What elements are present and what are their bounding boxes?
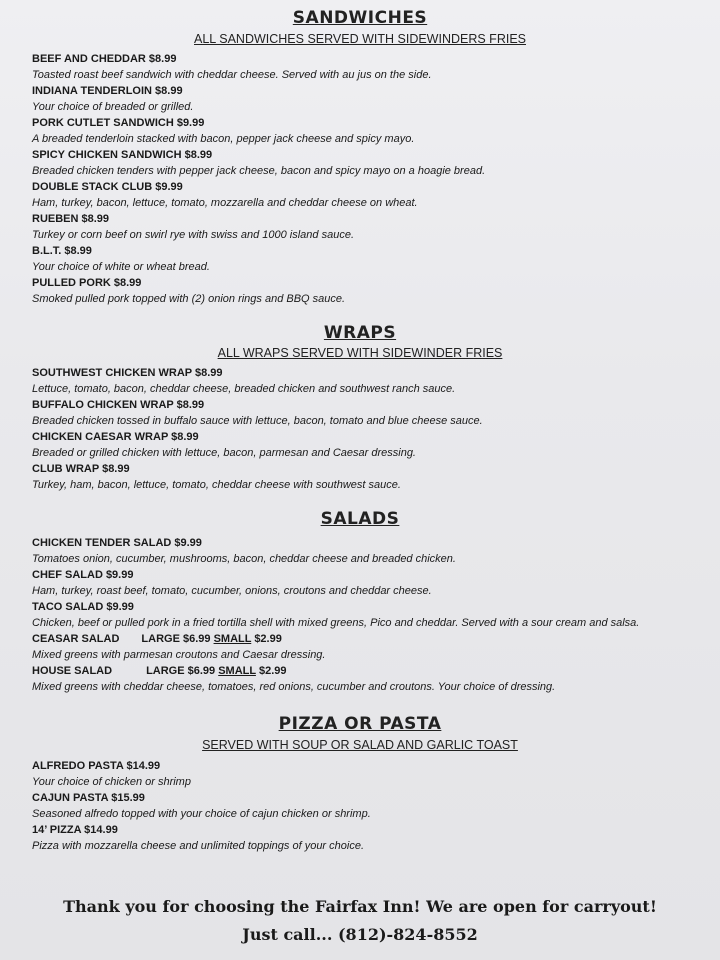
- item-name: DOUBLE STACK CLUB $9.99: [32, 181, 183, 193]
- large-price: LARGE $6.99: [141, 633, 211, 645]
- large-price: LARGE $6.99: [146, 665, 216, 677]
- item-description: Chicken, beef or pulled pork in a fried tortilla shell with mixed greens, Pico and cheddar. Served with a sour cream and salsa.: [32, 617, 640, 629]
- item-description: Ham, turkey, bacon, lettuce, tomato, mozzarella and cheddar cheese on wheat.: [32, 197, 418, 209]
- item-name: CAJUN PASTA $15.99: [32, 792, 145, 804]
- sandwiches-subtitle: ALL SANDWICHES SERVED WITH SIDEWINDERS FRIES: [194, 32, 526, 46]
- item-name: ALFREDO PASTA $14.99: [32, 760, 161, 772]
- item-name-row: [32, 663, 712, 679]
- item-name-row: [32, 631, 712, 647]
- item-name: SPICY CHICKEN SANDWICH $8.99: [32, 149, 213, 161]
- item-name: BEEF AND CHEDDAR $8.99: [32, 53, 177, 65]
- item-description: Breaded chicken tenders with pepper jack cheese, bacon and spicy mayo on a hoagie bread.: [32, 165, 486, 177]
- menu-item: [32, 179, 712, 211]
- item-name: CEASAR SALAD: [32, 633, 120, 645]
- item-description: Lettuce, tomato, bacon, cheddar cheese, breaded chicken and southwest ranch sauce.: [32, 383, 456, 395]
- pizza-subtitle: SERVED WITH SOUP OR SALAD AND GARLIC TOAST: [202, 738, 518, 752]
- item-description: Tomatoes onion, cucumber, mushrooms, bacon, cheddar cheese and breaded chicken.: [32, 553, 456, 565]
- menu-item: [32, 365, 712, 397]
- menu-item: [32, 147, 712, 179]
- menu-item: [32, 567, 712, 599]
- item-description: Turkey or corn beef on swirl rye with swiss and 1000 island sauce.: [32, 229, 354, 241]
- item-description: Your choice of white or wheat bread.: [32, 261, 210, 273]
- footer-thanks: Thank you for choosing the Fairfax Inn! We are open for carryout!: [63, 897, 657, 916]
- item-name: HOUSE SALAD: [32, 665, 113, 677]
- item-description: A breaded tenderloin stacked with bacon, pepper jack cheese and spicy mayo.: [32, 133, 415, 145]
- menu-item: [32, 822, 712, 854]
- wraps-title: WRAPS: [323, 323, 397, 343]
- item-description: Breaded or grilled chicken with lettuce, bacon, parmesan and Caesar dressing.: [32, 447, 416, 459]
- small-price: $2.99: [254, 633, 282, 645]
- menu-item: [32, 275, 712, 307]
- sandwiches-title: SANDWICHES: [292, 8, 428, 28]
- item-name: SOUTHWEST CHICKEN WRAP $8.99: [32, 367, 223, 379]
- menu-item: [32, 115, 712, 147]
- item-name: PULLED PORK $8.99: [32, 277, 142, 289]
- item-name: CHEF SALAD $9.99: [32, 569, 134, 581]
- menu-item: [32, 243, 712, 275]
- wraps-subtitle: ALL WRAPS SERVED WITH SIDEWINDER FRIES: [217, 346, 503, 360]
- pizza-title: PIZZA OR PASTA: [278, 714, 442, 734]
- item-name: CHICKEN TENDER SALAD $9.99: [32, 537, 202, 549]
- menu-item: [32, 397, 712, 429]
- item-description: Pizza with mozzarella cheese and unlimited toppings of your choice.: [32, 840, 365, 852]
- menu-item: [32, 535, 712, 567]
- item-name: CLUB WRAP $8.99: [32, 463, 130, 475]
- item-name: RUEBEN $8.99: [32, 213, 110, 225]
- item-description: Breaded chicken tossed in buffalo sauce with lettuce, bacon, tomato and blue cheese sauce.: [32, 415, 483, 427]
- small-label: SMALL: [213, 633, 252, 645]
- menu-item: [32, 429, 712, 461]
- item-description: Toasted roast beef sandwich with cheddar cheese. Served with au jus on the side.: [32, 69, 432, 81]
- menu-item: [32, 790, 712, 822]
- item-description: Mixed greens with parmesan croutons and Caesar dressing.: [32, 649, 326, 661]
- item-description: Ham, turkey, roast beef, tomato, cucumber, onions, croutons and cheddar cheese.: [32, 585, 432, 597]
- item-name: B.L.T. $8.99: [32, 245, 92, 257]
- item-description: Turkey, ham, bacon, lettuce, tomato, cheddar cheese with southwest sauce.: [32, 479, 401, 491]
- item-description: Mixed greens with cheddar cheese, tomatoes, red onions, cucumber and croutons. Your choice of dressing.: [32, 681, 556, 693]
- item-description: Seasoned alfredo topped with your choice of cajun chicken or shrimp.: [32, 808, 371, 820]
- item-name: CHICKEN CAESAR WRAP $8.99: [32, 431, 199, 443]
- menu-item: [32, 663, 712, 695]
- menu-item: [32, 83, 712, 115]
- salads-title: SALADS: [320, 509, 400, 529]
- item-name: 14’ PIZZA $14.99: [32, 824, 118, 836]
- item-name: INDIANA TENDERLOIN $8.99: [32, 85, 183, 97]
- item-name: BUFFALO CHICKEN WRAP $8.99: [32, 399, 205, 411]
- menu-item: [32, 461, 712, 493]
- menu-item: [32, 758, 712, 790]
- menu-item: [32, 631, 712, 663]
- small-price: $2.99: [258, 665, 287, 677]
- menu-item: [32, 599, 712, 631]
- item-description: Your choice of chicken or shrimp: [32, 776, 191, 788]
- item-name: TACO SALAD $9.99: [32, 601, 134, 613]
- small-label: SMALL: [218, 665, 256, 677]
- footer-phone: Just call... (812)-824-8552: [242, 925, 478, 944]
- menu-item: [32, 51, 712, 83]
- item-description: Smoked pulled pork topped with (2) onion rings and BBQ sauce.: [32, 293, 346, 305]
- item-description: Your choice of breaded or grilled.: [32, 101, 194, 113]
- menu-item: [32, 211, 712, 243]
- item-name: PORK CUTLET SANDWICH $9.99: [32, 117, 205, 129]
